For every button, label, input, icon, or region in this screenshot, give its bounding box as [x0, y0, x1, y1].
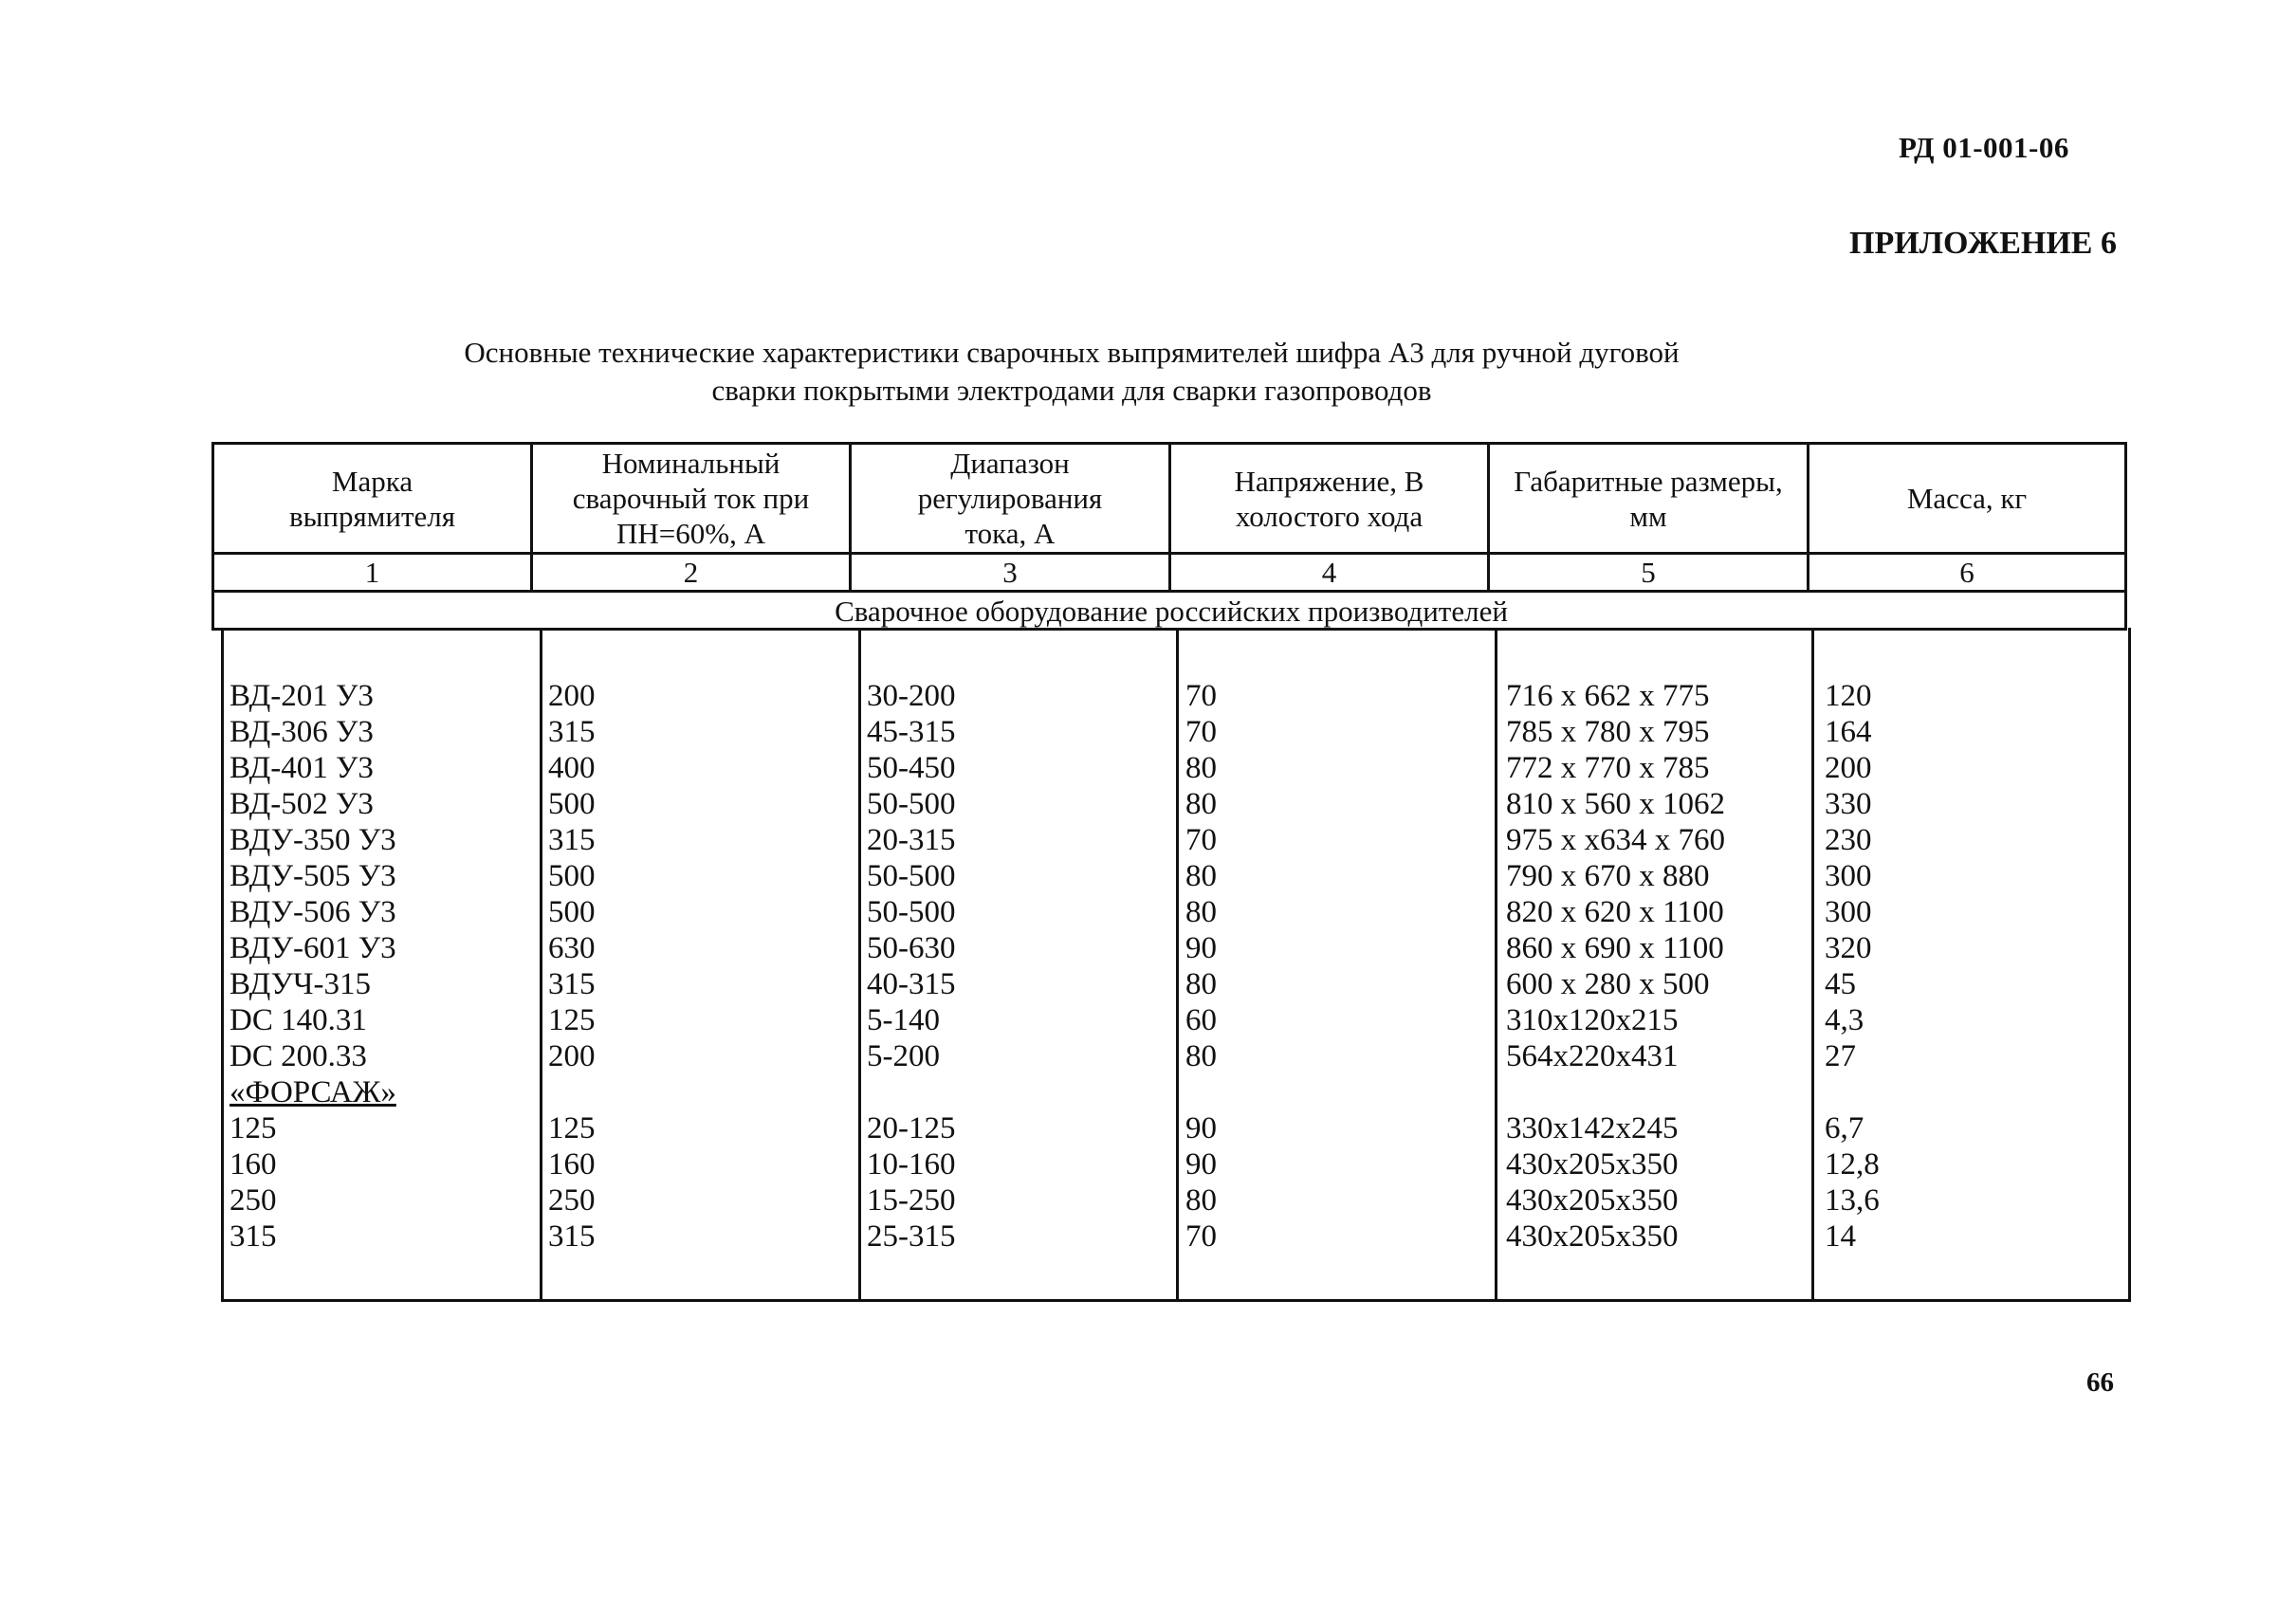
header-voltage-line-1: Напряжение, В: [1234, 464, 1424, 498]
table-cell: 5-140: [867, 1003, 940, 1037]
table-cell: ВДУ-601 У3: [230, 931, 396, 965]
body-vline-3: [1176, 628, 1179, 1302]
table-cell: 315: [548, 715, 596, 749]
table-cell: 70: [1185, 715, 1217, 749]
table-cell: 164: [1825, 715, 1872, 749]
header-cell-dimensions: [1490, 445, 1807, 552]
table-cell: 4,3: [1825, 1003, 1864, 1037]
table-cell: 50-450: [867, 751, 956, 785]
table-cell: 500: [548, 787, 596, 821]
table-cell: 975 x x634 x 760: [1506, 823, 1725, 857]
table-cell: ВД-401 У3: [230, 751, 374, 785]
table-cell: 564x220x431: [1506, 1039, 1679, 1073]
body-vline-6: [2128, 628, 2131, 1302]
table-cell: 500: [548, 895, 596, 929]
column-range: [867, 678, 956, 1255]
table-cell: 80: [1185, 751, 1217, 785]
column-current: [548, 678, 596, 1255]
table-cell: 80: [1185, 859, 1217, 893]
table-cell: [548, 1074, 596, 1110]
table-cell: 45-315: [867, 715, 956, 749]
table-cell: 820 x 620 x 1100: [1506, 895, 1724, 929]
table-cell: 90: [1185, 931, 1217, 965]
table-cell: ВД-306 У3: [230, 715, 374, 749]
table-cell: [1506, 1074, 1725, 1110]
table-cell: 6,7: [1825, 1111, 1864, 1145]
header-cell-range: [852, 445, 1168, 552]
table-cell: 430x205x350: [1506, 1183, 1679, 1218]
body-vline-2: [858, 628, 861, 1302]
table-cell: ВДУ-350 У3: [230, 823, 396, 857]
header-dimensions-line-1: Габаритные размеры,: [1514, 464, 1783, 498]
table-cell: 50-500: [867, 859, 956, 893]
table-cell: 45: [1825, 967, 1856, 1001]
table-cell: 5-200: [867, 1039, 940, 1073]
table-cell: 27: [1825, 1039, 1856, 1073]
table-bottom-border: [221, 1299, 2129, 1302]
table-cell: 250: [230, 1183, 277, 1218]
table-cell: 810 x 560 x 1062: [1506, 787, 1725, 821]
table-cell: 40-315: [867, 967, 956, 1001]
table-cell: 330: [1825, 787, 1872, 821]
table-cell: [1825, 1074, 1880, 1110]
header-cell-current: [533, 445, 849, 552]
table-cell: 310x120x215: [1506, 1003, 1679, 1037]
header-current-line-1: Номинальный: [601, 447, 781, 480]
table-cell: 90: [1185, 1111, 1217, 1145]
table-cell: 772 x 770 x 785: [1506, 751, 1710, 785]
table-caption: [379, 334, 1764, 410]
column-number-5: 5: [1641, 556, 1656, 589]
forsazh-group-label: «ФОРСАЖ»: [230, 1075, 396, 1109]
table-cell: 200: [548, 1039, 596, 1073]
table-cell: 500: [548, 859, 596, 893]
table-cell: 50-500: [867, 895, 956, 929]
page-number: 66: [2086, 1367, 2114, 1398]
table-cell: 90: [1185, 1147, 1217, 1182]
table-cell: 80: [1185, 787, 1217, 821]
table-cell: 860 x 690 x 1100: [1506, 931, 1724, 965]
table-cell: 160: [230, 1147, 277, 1182]
appendix-title: ПРИЛОЖЕНИЕ 6: [1849, 226, 2117, 261]
table-cell: 20-125: [867, 1111, 956, 1145]
caption-line-2: сварки покрытыми электродами для сварки газопроводов: [711, 374, 1432, 407]
table-cell: DC 140.31: [230, 1003, 367, 1037]
table-cell: 12,8: [1825, 1147, 1880, 1182]
table-cell: 80: [1185, 1183, 1217, 1218]
column-brand: [230, 678, 396, 1255]
body-vline-4: [1495, 628, 1497, 1302]
table-cell: 716 x 662 x 775: [1506, 679, 1710, 713]
header-range-line-2: регулирования: [917, 482, 1103, 515]
table-cell: 20-315: [867, 823, 956, 857]
column-number-3: 3: [1002, 556, 1018, 589]
table-cell: 330x142x245: [1506, 1111, 1679, 1145]
table-cell: 80: [1185, 895, 1217, 929]
table-cell: 785 x 780 x 795: [1506, 715, 1710, 749]
column-number-4: 4: [1321, 556, 1337, 589]
table-cell: 790 x 670 x 880: [1506, 859, 1710, 893]
table-cell: 13,6: [1825, 1183, 1880, 1218]
table-cell: 125: [548, 1111, 596, 1145]
table-cell: 15-250: [867, 1183, 956, 1218]
column-number-6: 6: [1959, 556, 1975, 589]
table-cell: 250: [548, 1183, 596, 1218]
header-mass-line-1: Масса, кг: [1906, 482, 2028, 515]
header-range-line-1: Диапазон: [950, 447, 1070, 480]
body-vline-0: [221, 628, 224, 1302]
table-cell: 120: [1825, 679, 1872, 713]
table-cell: 30-200: [867, 679, 956, 713]
table-cell: 50-630: [867, 931, 956, 965]
table-cell: 320: [1825, 931, 1872, 965]
table-cell: 80: [1185, 967, 1217, 1001]
table-cell: 70: [1185, 679, 1217, 713]
table-cell: 25-315: [867, 1219, 956, 1254]
column-voltage: [1185, 678, 1217, 1255]
table-cell: 315: [548, 823, 596, 857]
table-cell: 80: [1185, 1039, 1217, 1073]
table-cell: 60: [1185, 1003, 1217, 1037]
header-cell-voltage: [1171, 445, 1487, 552]
table-cell: 430x205x350: [1506, 1219, 1679, 1254]
table-cell: 50-500: [867, 787, 956, 821]
table-cell: 200: [1825, 751, 1872, 785]
header-brand-line-1: Марка: [331, 464, 413, 498]
table-cell: 600 x 280 x 500: [1506, 967, 1710, 1001]
body-vline-1: [540, 628, 542, 1302]
table-cell: 10-160: [867, 1147, 956, 1182]
header-range-line-3: тока, А: [964, 517, 1056, 550]
table-cell: 315: [548, 1219, 596, 1254]
column-mass: [1825, 678, 1880, 1255]
table-cell: 315: [548, 967, 596, 1001]
table-cell: DC 200.33: [230, 1039, 367, 1073]
document-code: РД 01-001-06: [1899, 131, 2069, 164]
table-cell: 400: [548, 751, 596, 785]
table-cell: 230: [1825, 823, 1872, 857]
header-dimensions-line-2: мм: [1629, 499, 1667, 533]
caption-line-1: Основные технические характеристики сварочных выпрямителей шифра А3 для ручной дуговой: [464, 336, 1680, 369]
header-voltage-line-2: холостого хода: [1235, 499, 1424, 533]
header-cell-mass: [1809, 445, 2124, 552]
table-cell: ВД-502 У3: [230, 787, 374, 821]
table-cell: 300: [1825, 895, 1872, 929]
table-cell: [1185, 1074, 1217, 1110]
header-cell-brand: [214, 445, 530, 552]
body-vline-5: [1811, 628, 1814, 1302]
table-cell: ВД-201 У3: [230, 679, 374, 713]
header-current-line-3: ПН=60%, А: [616, 517, 765, 550]
table-cell: 200: [548, 679, 596, 713]
column-number-2: 2: [683, 556, 699, 589]
section-title: Сварочное оборудование российских производителей: [835, 595, 1508, 628]
table-cell: ВДУ-506 У3: [230, 895, 396, 929]
table-cell: 300: [1825, 859, 1872, 893]
table-cell: 14: [1825, 1219, 1856, 1254]
table-cell: [867, 1074, 956, 1110]
header-brand-line-2: выпрямителя: [288, 499, 456, 533]
table-cell: 70: [1185, 823, 1217, 857]
table-cell: 315: [230, 1219, 277, 1254]
table-cell: 430x205x350: [1506, 1147, 1679, 1182]
column-dimensions: [1506, 678, 1725, 1255]
table-cell: 630: [548, 931, 596, 965]
column-number-1: 1: [364, 556, 380, 589]
table-cell: ВДУ-505 У3: [230, 859, 396, 893]
table-cell: ВДУЧ-315: [230, 967, 371, 1001]
header-current-line-2: сварочный ток при: [572, 482, 810, 515]
table-cell: 125: [548, 1003, 596, 1037]
table-cell: 125: [230, 1111, 277, 1145]
table-cell: 160: [548, 1147, 596, 1182]
table-cell: 70: [1185, 1219, 1217, 1254]
